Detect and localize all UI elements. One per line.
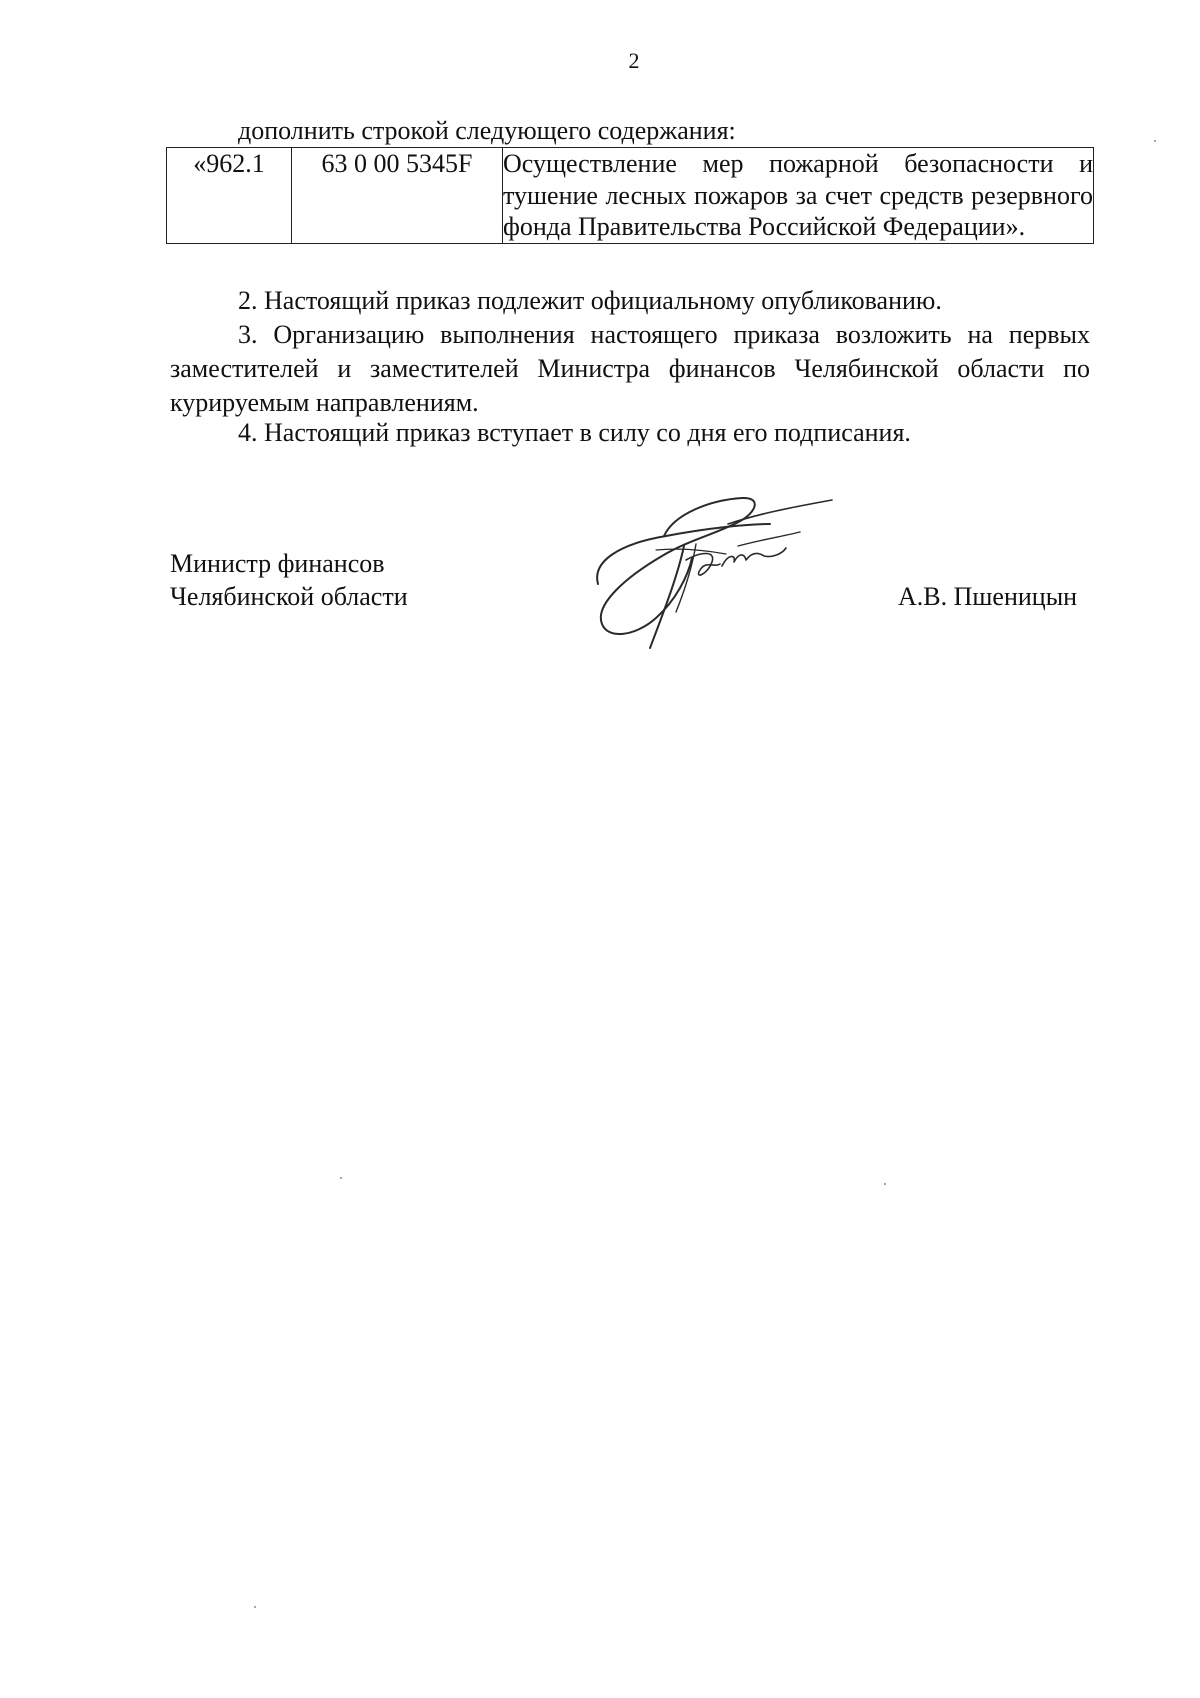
paragraph-3: 3. Организацию выполнения настоящего приказа возложить на первых заместителей и заместителей Министра финансов Челябинской области по курируемым направлениям. bbox=[170, 320, 1090, 417]
table-row bbox=[167, 148, 1094, 244]
scan-speck bbox=[340, 1177, 342, 1179]
scan-speck bbox=[1154, 140, 1156, 142]
scan-speck bbox=[254, 1606, 256, 1608]
signer-title bbox=[170, 547, 408, 613]
paragraph-2: 2. Настоящий приказ подлежит официальному опубликованию. bbox=[238, 286, 942, 315]
paragraph-4: 4. Настоящий приказ вступает в силу со дня его подписания. bbox=[238, 418, 911, 447]
handwritten-signature bbox=[588, 496, 878, 654]
entry-code-cell: «962.1 bbox=[167, 148, 292, 244]
signer-title-line-1: Министр финансов bbox=[170, 549, 385, 578]
description-cell: Осуществление мер пожарной безопасности и тушение лесных пожаров за счет средств резервного фонда Правительства Российской Федерации». bbox=[503, 149, 1093, 241]
page-number: 2 bbox=[628, 48, 640, 73]
target-code-cell: 63 0 00 5345F bbox=[292, 148, 503, 244]
intro-line: дополнить строкой следующего содержания: bbox=[238, 116, 736, 145]
scan-speck bbox=[884, 1183, 886, 1185]
entry-table bbox=[166, 147, 1094, 244]
signer-name: А.В. Пшеницын bbox=[898, 582, 1078, 611]
signer-title-line-2: Челябинской области bbox=[170, 582, 408, 611]
